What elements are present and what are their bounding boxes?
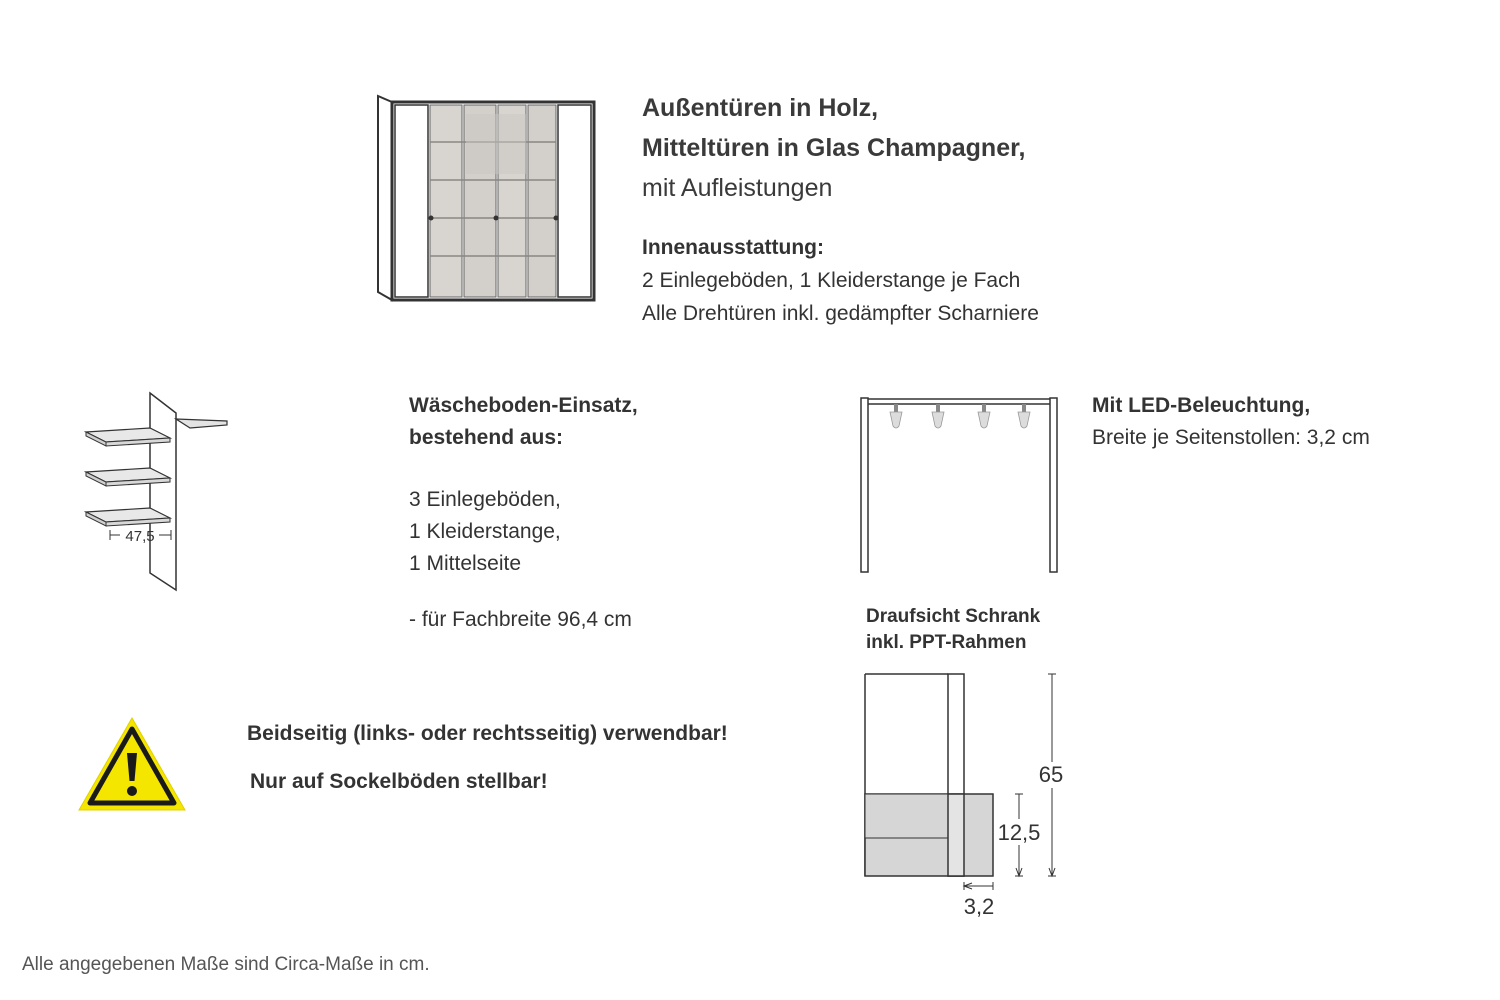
depth-dimension-label: 47,5: [125, 528, 155, 545]
glass-doors: [430, 105, 556, 297]
top-view-diagram: [860, 668, 1080, 924]
insert-items: [409, 484, 561, 580]
warning-line2: Nur auf Sockelböden stellbar!: [250, 770, 548, 793]
warning-line1: Beidseitig (links- oder rechtsseitig) verwendbar!: [247, 722, 728, 745]
door-handle: [429, 216, 434, 221]
clothes-rail: [176, 419, 227, 428]
led-description: [1092, 390, 1370, 454]
led-lights: [890, 404, 1030, 428]
outer-door-left: [395, 105, 428, 297]
middle-side-panel: [150, 393, 176, 590]
insert-item: 1 Mittelseite: [409, 552, 522, 575]
side-post-left: [861, 398, 868, 572]
insert-width-note: - für Fachbreite 96,4 cm: [409, 608, 632, 631]
dim-total-label: 65: [1038, 762, 1064, 787]
insert-title-line2: bestehend aus:: [409, 426, 564, 449]
insert-title: [409, 390, 638, 454]
interior-equipment: [642, 231, 1039, 330]
doors-title-line1: Außentüren in Holz,: [642, 94, 879, 122]
doors-subtitle: mit Aufleistungen: [642, 174, 833, 202]
doors-description: [642, 88, 1025, 208]
outer-door-right: [558, 105, 591, 297]
door-handle: [494, 216, 499, 221]
insert-item: 3 Einlegeböden,: [409, 488, 561, 511]
doors-title-line2: Mitteltüren in Glas Champagner,: [642, 134, 1026, 162]
wardrobe-side-panel: [378, 96, 392, 300]
wardrobe-illustration: [376, 94, 598, 304]
door-handle: [554, 216, 559, 221]
shelf-insert-illustration: [80, 388, 240, 594]
insert-item: 1 Kleiderstange,: [409, 520, 561, 543]
dim-width-label: 3,2: [963, 894, 995, 919]
top-view-title: [866, 604, 1040, 656]
shelves: [86, 428, 170, 526]
footnote: Alle angegebenen Maße sind Circa-Maße in cm.: [22, 954, 430, 975]
top-view-title-line2: inkl. PPT-Rahmen: [866, 632, 1027, 653]
warning-icon: [76, 715, 188, 813]
led-detail: Breite je Seitenstollen: 3,2 cm: [1092, 426, 1370, 449]
interior-heading: Innenausstattung:: [642, 236, 824, 259]
led-frame-illustration: [858, 394, 1064, 576]
interior-line2: Alle Drehtüren inkl. gedämpfter Scharniere: [642, 302, 1039, 325]
interior-line1: 2 Einlegeböden, 1 Kleiderstange je Fach: [642, 269, 1021, 292]
side-post-right: [1050, 398, 1057, 572]
insert-title-line1: Wäscheboden-Einsatz,: [409, 394, 638, 417]
top-view-title-line1: Draufsicht Schrank: [866, 606, 1041, 627]
dim-frame-label: 12,5: [997, 820, 1041, 845]
led-title: Mit LED-Beleuchtung,: [1092, 394, 1311, 417]
